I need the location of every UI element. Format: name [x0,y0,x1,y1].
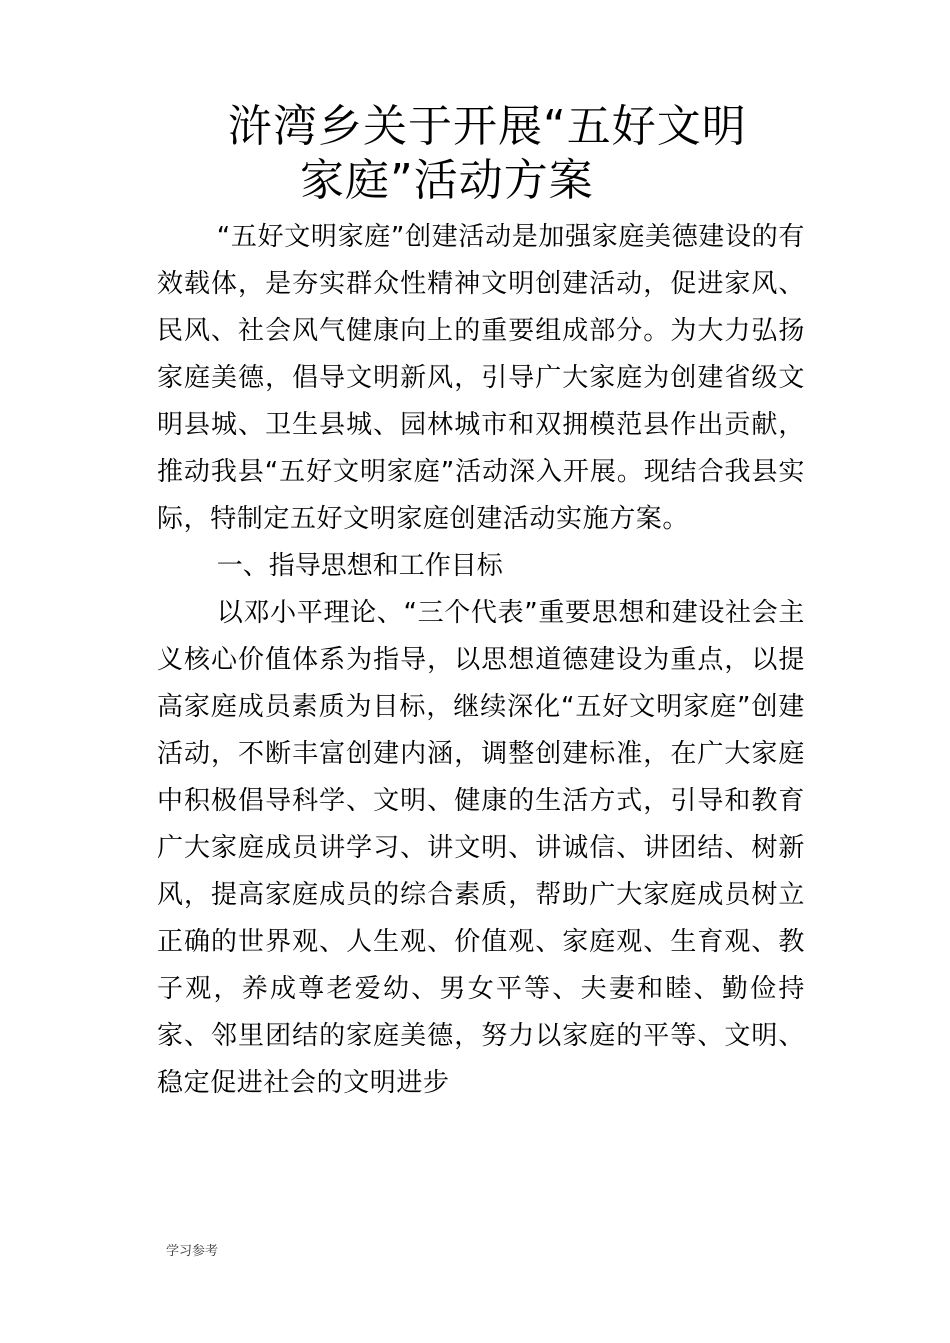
title-line-1: 浒湾乡关于开展“五好文明 [228,101,747,152]
document-title [150,100,800,208]
footer-label: 学习参考 [166,1244,219,1259]
title-line-2: 家庭”活动方案 [300,155,594,206]
section-paragraph-guiding-ideology: 以邓小平理论、“三个代表”重要思想和建设社会主义核心价值体系为指导，以思想道德建设为重点，以提高家庭成员素质为目标，继续深化“五好文明家庭”创建活动，不断丰富创建内涵，调整创建标准，在广大家庭中积极倡导科学、文明、健康的生活方式，引导和教育广大家庭成员讲学习、讲文明、讲诚信、讲团结、树新风，提高家庭成员的综合素质，帮助广大家庭成员树立正确的世界观、人生观、价值观、家庭观、生育观、教子观，养成尊老爱幼、男女平等、夫妻和睦、勤俭持家、邻里团结的家庭美德，努力以家庭的平等、文明、稳定促进社会的文明进步 [157,598,805,1098]
document-body [157,214,805,1107]
section-heading-guiding-ideology: 一、指导思想和工作目标 [216,551,503,581]
intro-paragraph: “五好文明家庭”创建活动是加强家庭美德建设的有效载体，是夯实群众性精神文明创建活动，促进家风、民风、社会风气健康向上的重要组成部分。为大力弘扬家庭美德，倡导文明新风，引导广大家庭为创建省级文明县城、卫生县城、园林城市和双拥模范县作出贡献，推动我县“五好文明家庭”活动深入开展。现结合我县实际，特制定五好文明家庭创建活动实施方案。 [157,222,805,534]
